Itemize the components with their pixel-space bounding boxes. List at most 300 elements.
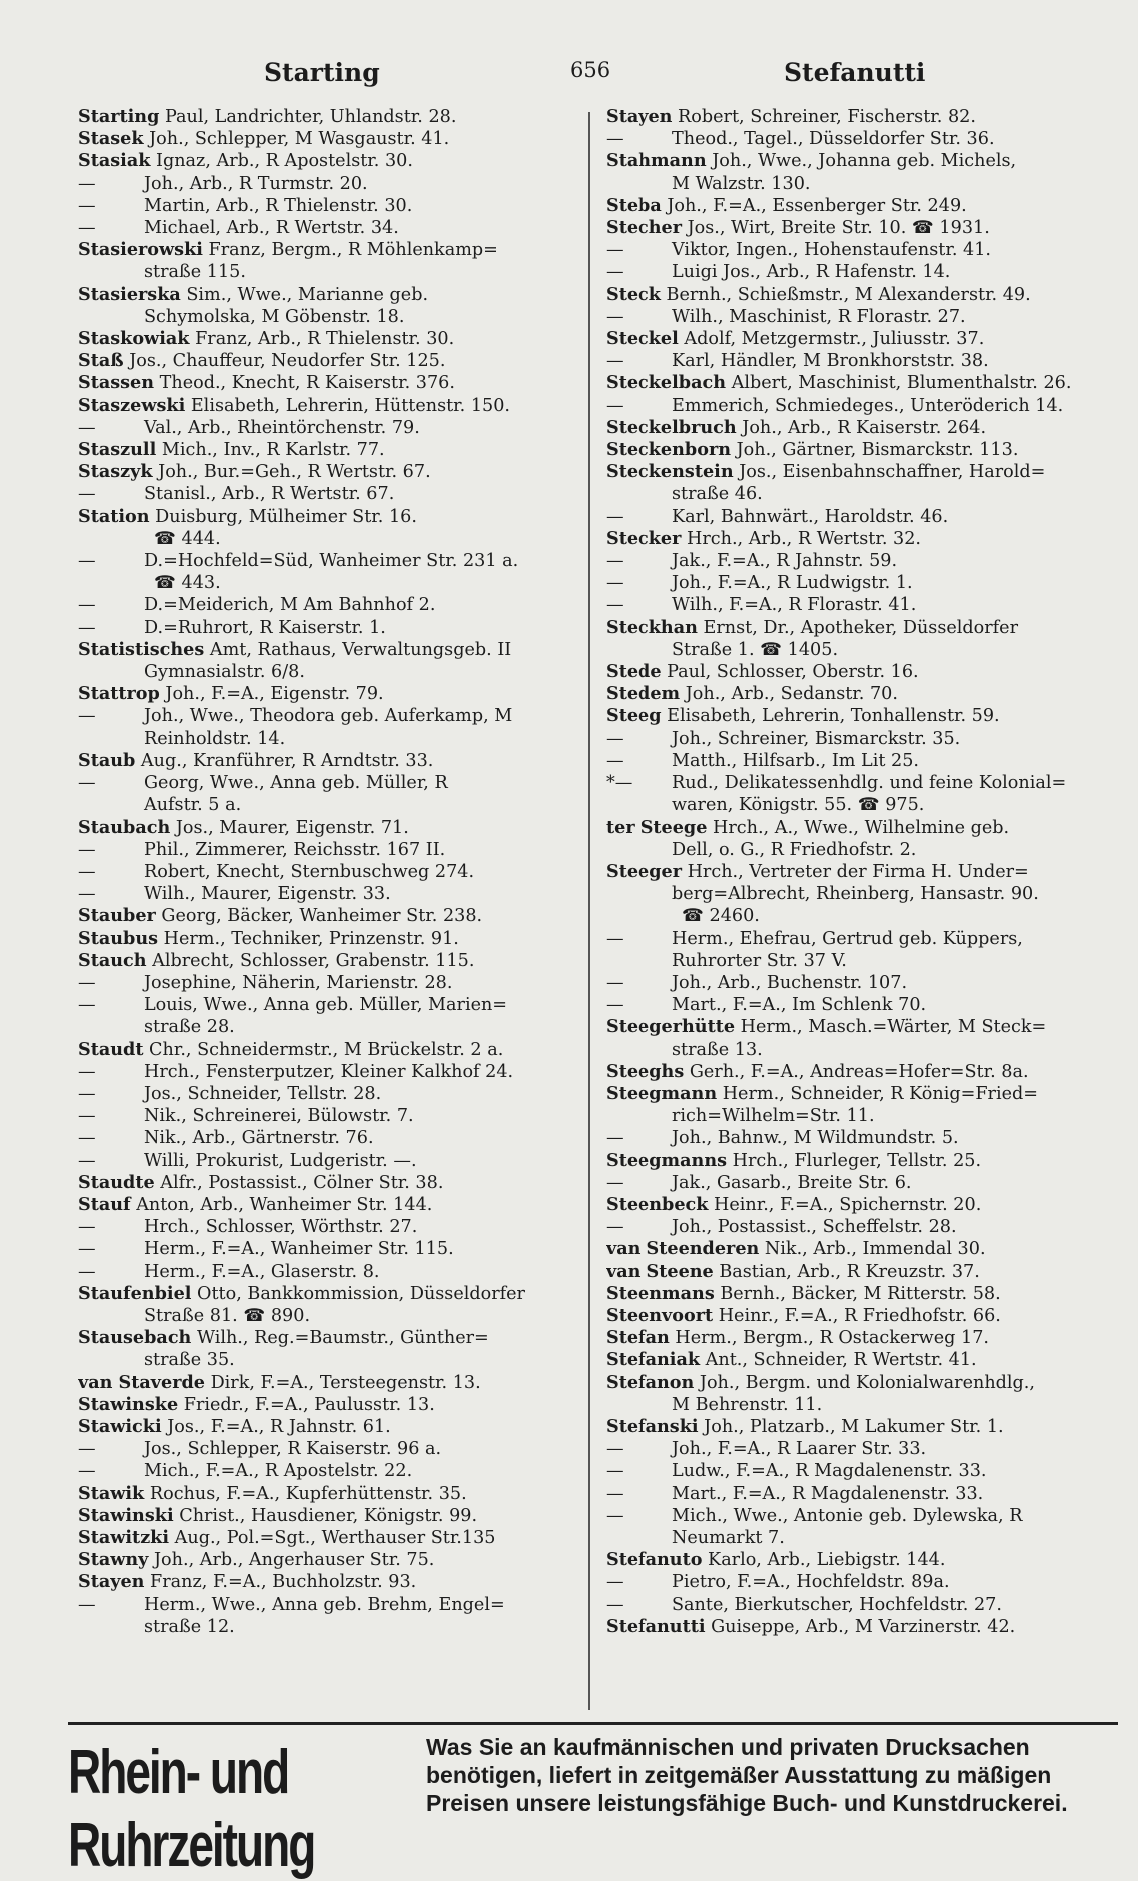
entry-text: ☎ 444. — [154, 528, 221, 549]
entry-name: Stawitzki — [78, 1527, 170, 1548]
directory-entry — [606, 261, 1116, 283]
directory-entry — [606, 1016, 1116, 1038]
entry-text: Viktor, Ingen., Hohenstaufenstr. 41. — [672, 240, 991, 261]
entry-name: — — [78, 1239, 96, 1260]
directory-entry — [78, 1616, 580, 1638]
directory-entry — [606, 594, 1116, 616]
directory-entry — [78, 728, 580, 750]
directory-entry — [606, 1039, 1116, 1061]
entry-text: Wilh., Reg.=Baumstr., Günther= — [196, 1328, 489, 1349]
entry-text: Joh., Arb., Sedanstr. 70. — [685, 684, 898, 705]
entry-text: Ignaz, Arb., R Apostelstr. 30. — [156, 151, 413, 172]
directory-entry — [606, 1527, 1116, 1549]
entry-text: Jos., Schneider, Tellstr. 28. — [144, 1083, 382, 1104]
entry-name: Stede — [606, 661, 662, 683]
directory-entry — [606, 173, 1116, 195]
directory-entry — [606, 839, 1116, 861]
directory-entry — [606, 617, 1116, 639]
entry-name: *— — [606, 773, 633, 794]
entry-name: — — [78, 1128, 96, 1149]
entry-name: — — [606, 1483, 624, 1504]
directory-entry — [606, 639, 1116, 661]
entry-text: Bernh., Bäcker, M Ritterstr. 58. — [720, 1283, 1001, 1304]
entry-name: Stecker — [606, 527, 682, 549]
entry-name: Staudt — [78, 1038, 144, 1060]
entry-text: Joh., Bur.=Geh., R Wertstr. 67. — [158, 462, 431, 483]
entry-name: — — [606, 306, 624, 327]
entry-name: — — [78, 972, 96, 993]
directory-entry — [606, 705, 1116, 727]
directory-entry — [78, 1127, 580, 1149]
entry-name: — — [606, 573, 624, 594]
entry-text: straße 46. — [672, 484, 763, 505]
entry-text: Nik., Schreinerei, Bülowstr. 7. — [144, 1106, 414, 1127]
entry-text: Franz, F.=A., Buchholzstr. 93. — [150, 1572, 417, 1593]
directory-entry — [78, 1305, 580, 1327]
entry-text: Pietro, F.=A., Hochfeldstr. 89a. — [672, 1572, 950, 1593]
entry-name: — — [78, 417, 96, 438]
directory-entry — [606, 1505, 1116, 1527]
entry-text: Ernst, Dr., Apotheker, Düsseldorfer — [703, 617, 1018, 638]
entry-name: Stasiak — [78, 150, 151, 172]
directory-entry — [78, 1172, 580, 1194]
directory-entry — [78, 461, 580, 483]
entry-name: — — [78, 1594, 96, 1615]
entry-name: — — [78, 1083, 96, 1104]
entry-text: Joh., Platzarb., M Lakumer Str. 1. — [704, 1416, 1004, 1437]
entry-text: Robert, Knecht, Sternbuschweg 274. — [144, 861, 475, 882]
entry-name: Staubach — [78, 816, 171, 838]
directory-entry — [606, 1061, 1116, 1083]
entry-text: Mich., Wwe., Antonie geb. Dylewska, R — [672, 1505, 1023, 1526]
directory-entry — [606, 972, 1116, 994]
entry-name: Stauch — [78, 949, 147, 971]
entry-name: — — [606, 1505, 624, 1526]
entry-text: Georg, Bäcker, Wanheimer Str. 238. — [161, 906, 483, 927]
directory-entry — [606, 1349, 1116, 1371]
entry-text: D.=Ruhrort, R Kaiserstr. 1. — [144, 617, 386, 638]
entry-text: Jos., Schlepper, R Kaiserstr. 96 a. — [144, 1439, 442, 1460]
entry-name: Stattrop — [78, 683, 160, 705]
directory-entry — [606, 928, 1116, 950]
entry-text: Mich., F.=A., R Apostelstr. 22. — [144, 1461, 413, 1482]
directory-entry — [606, 1416, 1116, 1438]
directory-entry — [606, 1150, 1116, 1172]
directory-entry — [78, 128, 580, 150]
entry-text: Jos., F.=A., R Jahnstr. 61. — [167, 1416, 391, 1437]
entry-name: Steeghs — [606, 1060, 685, 1082]
entry-name: — — [606, 395, 624, 416]
directory-entry — [606, 1372, 1116, 1394]
directory-entry — [606, 883, 1116, 905]
directory-entry — [606, 1483, 1116, 1505]
entry-name: — — [606, 1172, 624, 1193]
entry-name: Staskowiak — [78, 328, 190, 350]
directory-entry — [78, 372, 580, 394]
entry-name: — — [78, 1106, 96, 1127]
entry-text: Joh., Arb., R Turmstr. 20. — [144, 173, 368, 194]
left-column — [78, 106, 580, 1716]
directory-entry — [78, 839, 580, 861]
entry-name: — — [78, 218, 96, 239]
ad-brand: Rhein- und Ruhrzeitung — [68, 1736, 315, 1880]
entry-name: — — [78, 1150, 96, 1171]
entry-name: — — [606, 972, 624, 993]
entry-text: Chr., Schneidermstr., M Brückelstr. 2 a. — [149, 1039, 504, 1060]
entry-name: Steckenborn — [606, 439, 732, 461]
directory-entry — [606, 950, 1116, 972]
entry-name: — — [78, 484, 96, 505]
entry-name: Staß — [78, 350, 124, 372]
directory-entry — [78, 1438, 580, 1460]
entry-text: Joh., Gärtner, Bismarckstr. 113. — [736, 440, 1019, 461]
entry-text: Franz, Arb., R Thielenstr. 30. — [195, 329, 455, 350]
directory-entry — [78, 950, 580, 972]
entry-text: Gymnasialstr. 6/8. — [144, 662, 305, 683]
entry-text: Straße 81. ☎ 890. — [144, 1305, 311, 1326]
directory-entry — [78, 1238, 580, 1260]
entry-name: Steckhan — [606, 616, 698, 638]
directory-entry — [78, 705, 580, 727]
directory-entry — [606, 284, 1116, 306]
directory-entry — [606, 528, 1116, 550]
directory-entry — [78, 395, 580, 417]
entry-name: Stawik — [78, 1482, 145, 1504]
directory-entry — [606, 728, 1116, 750]
entry-name: Stecher — [606, 217, 682, 239]
entry-name: Stahmann — [606, 150, 707, 172]
directory-entry — [606, 417, 1116, 439]
entry-name: Stasek — [78, 128, 144, 150]
directory-entry — [78, 1016, 580, 1038]
entry-text: Schymolska, M Göbenstr. 18. — [144, 306, 405, 327]
directory-entry — [78, 284, 580, 306]
entry-text: Mart., F.=A., R Magdalenenstr. 33. — [672, 1483, 984, 1504]
entry-text: straße 12. — [144, 1616, 235, 1637]
directory-entry — [78, 328, 580, 350]
entry-text: Louis, Wwe., Anna geb. Müller, Marien= — [144, 995, 508, 1016]
entry-name: — — [606, 728, 624, 749]
entry-name: — — [78, 1461, 96, 1482]
entry-text: Wilh., F.=A., R Florastr. 41. — [672, 595, 917, 616]
entry-name: — — [78, 1261, 96, 1282]
entry-name: — — [78, 884, 96, 905]
directory-entry — [78, 439, 580, 461]
directory-entry — [606, 350, 1116, 372]
entry-name: Steckelbruch — [606, 416, 737, 438]
entry-text: Franz, Bergm., R Möhlenkamp= — [208, 240, 498, 261]
directory-entry — [606, 905, 1116, 927]
entry-name: Stayen — [606, 106, 673, 127]
directory-entry — [606, 1549, 1116, 1571]
directory-entry — [78, 1460, 580, 1482]
directory-entry — [78, 1394, 580, 1416]
entry-name: Stefaniak — [606, 1349, 701, 1371]
entry-text: Josephine, Näherin, Marienstr. 28. — [144, 972, 453, 993]
entry-name: — — [78, 195, 96, 216]
entry-name: — — [606, 1572, 624, 1593]
entry-name: van Steene — [606, 1260, 714, 1282]
entry-text: Ludw., F.=A., R Magdalenenstr. 33. — [672, 1461, 987, 1482]
directory-entry — [606, 372, 1116, 394]
entry-text: Jak., Gasarb., Breite Str. 6. — [672, 1172, 912, 1193]
entry-text: Hrch., A., Wwe., Wilhelmine geb. — [713, 817, 1010, 838]
entry-name: Stasierska — [78, 283, 181, 305]
entry-text: Sante, Bierkutscher, Hochfeldstr. 27. — [672, 1594, 1002, 1615]
directory-entry — [606, 506, 1116, 528]
directory-entry — [78, 1083, 580, 1105]
directory-entry — [78, 617, 580, 639]
directory-entry — [78, 661, 580, 683]
directory-entry — [606, 572, 1116, 594]
header-right-term: Stefanutti — [784, 58, 926, 87]
entry-text: Joh., Wwe., Theodora geb. Auferkamp, M — [144, 706, 513, 727]
directory-entry — [606, 994, 1116, 1016]
directory-entry — [606, 395, 1116, 417]
directory-entry — [606, 1594, 1116, 1616]
directory-entry — [78, 928, 580, 950]
directory-entry — [606, 195, 1116, 217]
entry-text: Mich., Inv., R Karlstr. 77. — [161, 440, 385, 461]
entry-text: Jos., Maurer, Eigenstr. 71. — [175, 817, 409, 838]
entry-text: Gerh., F.=A., Andreas=Hofer=Str. 8a. — [689, 1061, 1029, 1082]
directory-entry — [606, 772, 1116, 794]
entry-text: straße 35. — [144, 1350, 235, 1371]
directory-entry — [606, 217, 1116, 239]
entry-text: Aufstr. 5 a. — [144, 795, 242, 816]
entry-text: berg=Albrecht, Rheinberg, Hansastr. 90. — [672, 884, 1039, 905]
entry-text: Joh., Arb., R Kaiserstr. 264. — [742, 417, 987, 438]
entry-name: Stedem — [606, 683, 681, 705]
entry-text: Jak., F.=A., R Jahnstr. 59. — [672, 551, 898, 572]
page-header — [0, 58, 1138, 98]
directory-entry — [78, 1261, 580, 1283]
entry-text: D.=Hochfeld=Süd, Wanheimer Str. 231 a. — [144, 551, 519, 572]
entry-text: Willi, Prokurist, Ludgeristr. —. — [144, 1150, 417, 1171]
entry-text: Straße 1. ☎ 1405. — [672, 639, 839, 660]
entry-name: Staubus — [78, 927, 159, 949]
entry-name: Stefanutti — [606, 1615, 706, 1637]
entry-text: D.=Meiderich, M Am Bahnhof 2. — [144, 595, 436, 616]
directory-entry — [78, 417, 580, 439]
directory-entry — [606, 861, 1116, 883]
entry-name: — — [78, 995, 96, 1016]
entry-text: Mart., F.=A., Im Schlenk 70. — [672, 995, 927, 1016]
directory-entry — [606, 794, 1116, 816]
entry-text: Joh., F.=A., Eigenstr. 79. — [165, 684, 384, 705]
entry-text: Alfr., Postassist., Cölner Str. 38. — [160, 1172, 444, 1193]
directory-entry — [78, 1349, 580, 1371]
directory-entry — [78, 883, 580, 905]
entry-text: Hrch., Flurleger, Tellstr. 25. — [732, 1150, 982, 1171]
entry-text: Wilh., Maurer, Eigenstr. 33. — [144, 884, 391, 905]
entry-text: Ant., Schneider, R Wertstr. 41. — [705, 1350, 977, 1371]
entry-name: Stauber — [78, 905, 156, 927]
directory-entry — [78, 1216, 580, 1238]
directory-entry — [606, 1216, 1116, 1238]
directory-entry — [78, 306, 580, 328]
entry-text: Joh., Schreiner, Bismarckstr. 35. — [672, 728, 961, 749]
directory-entry — [606, 128, 1116, 150]
directory-entry — [606, 1261, 1116, 1283]
directory-entry — [78, 506, 580, 528]
entry-name: Stauf — [78, 1193, 131, 1215]
directory-entry — [606, 1571, 1116, 1593]
entry-name: Staudte — [78, 1171, 155, 1193]
entry-text: Joh., Wwe., Johanna geb. Michels, — [712, 151, 1017, 172]
entry-name: — — [606, 1217, 624, 1238]
entry-name: — — [606, 351, 624, 372]
entry-text: Anton, Arb., Wanheimer Str. 144. — [136, 1194, 433, 1215]
entry-text: Heinr., F.=A., R Friedhofstr. 66. — [718, 1305, 1001, 1326]
directory-entry — [606, 306, 1116, 328]
entry-text: Friedr., F.=A., Paulusstr. 13. — [183, 1394, 435, 1415]
entry-text: Neumarkt 7. — [672, 1528, 785, 1548]
entry-name: — — [606, 1594, 624, 1615]
directory-entry — [78, 1505, 580, 1527]
entry-name: Steckelbach — [606, 372, 727, 394]
directory-entry — [78, 1327, 580, 1349]
entry-text: Herm., Schneider, R König=Fried= — [722, 1083, 1039, 1104]
entry-name: Stawny — [78, 1549, 149, 1571]
entry-name: Staszewski — [78, 394, 186, 416]
entry-text: Elisabeth, Lehrerin, Tonhallenstr. 59. — [667, 706, 1000, 727]
entry-name: — — [78, 1439, 96, 1460]
directory-entry — [78, 817, 580, 839]
entry-text: Heinr., F.=A., Spichernstr. 20. — [714, 1194, 982, 1215]
entry-text: Theod., Tagel., Düsseldorfer Str. 36. — [672, 129, 995, 150]
directory-entry — [606, 439, 1116, 461]
entry-text: Val., Arb., Rheintörchenstr. 79. — [144, 417, 420, 438]
directory-entry — [78, 1571, 580, 1593]
entry-text: Hrch., Fensterputzer, Kleiner Kalkhof 24. — [144, 1061, 514, 1082]
directory-entry — [78, 1594, 580, 1616]
entry-name: — — [606, 1128, 624, 1149]
directory-entry — [606, 1305, 1116, 1327]
entry-name: — — [78, 1061, 96, 1082]
entry-text: Hrch., Schlosser, Wörthstr. 27. — [144, 1217, 418, 1238]
entry-text: Matth., Hilfsarb., Im Lit 25. — [672, 750, 920, 771]
header-left-term: Starting — [264, 58, 380, 87]
directory-entry — [606, 1438, 1116, 1460]
entry-name: Statistisches — [78, 638, 205, 660]
directory-entry — [78, 1549, 580, 1571]
entry-text: Rochus, F.=A., Kupferhüttenstr. 35. — [149, 1483, 467, 1504]
entry-text: Aug., Kranführer, R Arndtstr. 33. — [140, 750, 434, 771]
directory-entry — [606, 550, 1116, 572]
directory-entry — [606, 328, 1116, 350]
directory-entry — [78, 972, 580, 994]
directory-entry — [78, 1283, 580, 1305]
page-number: 656 — [570, 58, 611, 82]
entry-text: Wilh., Maschinist, R Florastr. 27. — [672, 306, 966, 327]
entry-name: van Staverde — [78, 1371, 205, 1393]
directory-entry — [78, 1194, 580, 1216]
entry-text: Emmerich, Schmiedeges., Unteröderich 14. — [672, 395, 1064, 416]
entry-text: Elisabeth, Lehrerin, Hüttenstr. 150. — [190, 395, 511, 416]
directory-entry — [78, 1150, 580, 1172]
entry-text: Hrch., Arb., R Wertstr. 32. — [687, 528, 921, 549]
entry-text: Nik., Arb., Gärtnerstr. 76. — [144, 1128, 374, 1149]
entry-text: Robert, Schreiner, Fischerstr. 82. — [678, 107, 976, 127]
entry-text: Georg, Wwe., Anna geb. Müller, R — [144, 773, 448, 794]
directory-entry — [78, 794, 580, 816]
entry-text: Theod., Knecht, R Kaiserstr. 376. — [159, 373, 455, 394]
directory-entry — [78, 350, 580, 372]
entry-text: Herm., F.=A., Wanheimer Str. 115. — [144, 1239, 454, 1260]
directory-entry — [606, 1460, 1116, 1482]
entry-name: Stefanon — [606, 1371, 695, 1393]
entry-name: Steeger — [606, 860, 682, 882]
directory-entry — [78, 994, 580, 1016]
entry-name: — — [606, 240, 624, 261]
directory-entry — [78, 217, 580, 239]
entry-name: Stefanski — [606, 1415, 699, 1437]
entry-name: — — [606, 750, 624, 771]
entry-text: Karlo, Arb., Liebigstr. 144. — [708, 1550, 946, 1571]
entry-text: Herm., Masch.=Wärter, M Steck= — [740, 1017, 1047, 1038]
directory-entry — [78, 1483, 580, 1505]
entry-name: — — [78, 839, 96, 860]
directory-entry — [78, 195, 580, 217]
directory-entry — [78, 594, 580, 616]
entry-name: Stawicki — [78, 1415, 162, 1437]
directory-entry — [78, 150, 580, 172]
entry-text: Duisburg, Mülheimer Str. 16. — [155, 506, 417, 527]
directory-entry — [78, 861, 580, 883]
entry-text: Jos., Wirt, Breite Str. 10. ☎ 1931. — [687, 218, 990, 239]
entry-text: Reinholdstr. 14. — [144, 728, 286, 749]
directory-entry — [78, 173, 580, 195]
directory-entry — [606, 661, 1116, 683]
entry-text: Herm., F.=A., Glaserstr. 8. — [144, 1261, 380, 1282]
entry-name: Stawinske — [78, 1393, 179, 1415]
entry-text: Joh., Bergm. und Kolonialwarenhdlg., — [699, 1372, 1035, 1393]
entry-name: Stefanuto — [606, 1549, 703, 1571]
directory-entry — [78, 483, 580, 505]
directory-entry — [606, 1616, 1116, 1638]
entry-name: Starting — [78, 106, 160, 127]
entry-name: Steegmann — [606, 1082, 718, 1104]
entry-name: Staszull — [78, 439, 157, 461]
directory-entry — [606, 1105, 1116, 1127]
entry-text: ☎ 443. — [154, 573, 221, 594]
entry-text: Rud., Delikatessenhdlg. und feine Kolonial= — [672, 773, 1067, 794]
entry-text: Joh., F.=A., R Laarer Str. 33. — [672, 1439, 927, 1460]
entry-name: Staufenbiel — [78, 1282, 192, 1304]
directory-entry — [78, 772, 580, 794]
entry-text: waren, Königstr. 55. ☎ 975. — [672, 795, 925, 816]
entry-name: — — [606, 551, 624, 572]
directory-entry — [606, 1172, 1116, 1194]
entry-text: ☎ 2460. — [682, 906, 760, 927]
directory-entry — [78, 683, 580, 705]
entry-text: Christ., Hausdiener, Königstr. 99. — [179, 1505, 478, 1526]
entry-text: M Behrenstr. 11. — [672, 1394, 823, 1415]
directory-entry — [78, 750, 580, 772]
entry-name: — — [606, 262, 624, 283]
directory-entry — [78, 239, 580, 261]
entry-text: Herm., Techniker, Prinzenstr. 91. — [163, 928, 459, 949]
entry-text: Herm., Wwe., Anna geb. Brehm, Engel= — [144, 1594, 505, 1615]
directory-entry — [78, 639, 580, 661]
entry-name: ter Steege — [606, 816, 708, 838]
entry-name: — — [78, 551, 96, 572]
entry-name: Station — [78, 505, 150, 527]
entry-text: Joh., Schlepper, M Wasgaustr. 41. — [149, 129, 450, 150]
entry-name: — — [78, 617, 96, 638]
entry-text: straße 28. — [144, 1017, 235, 1038]
